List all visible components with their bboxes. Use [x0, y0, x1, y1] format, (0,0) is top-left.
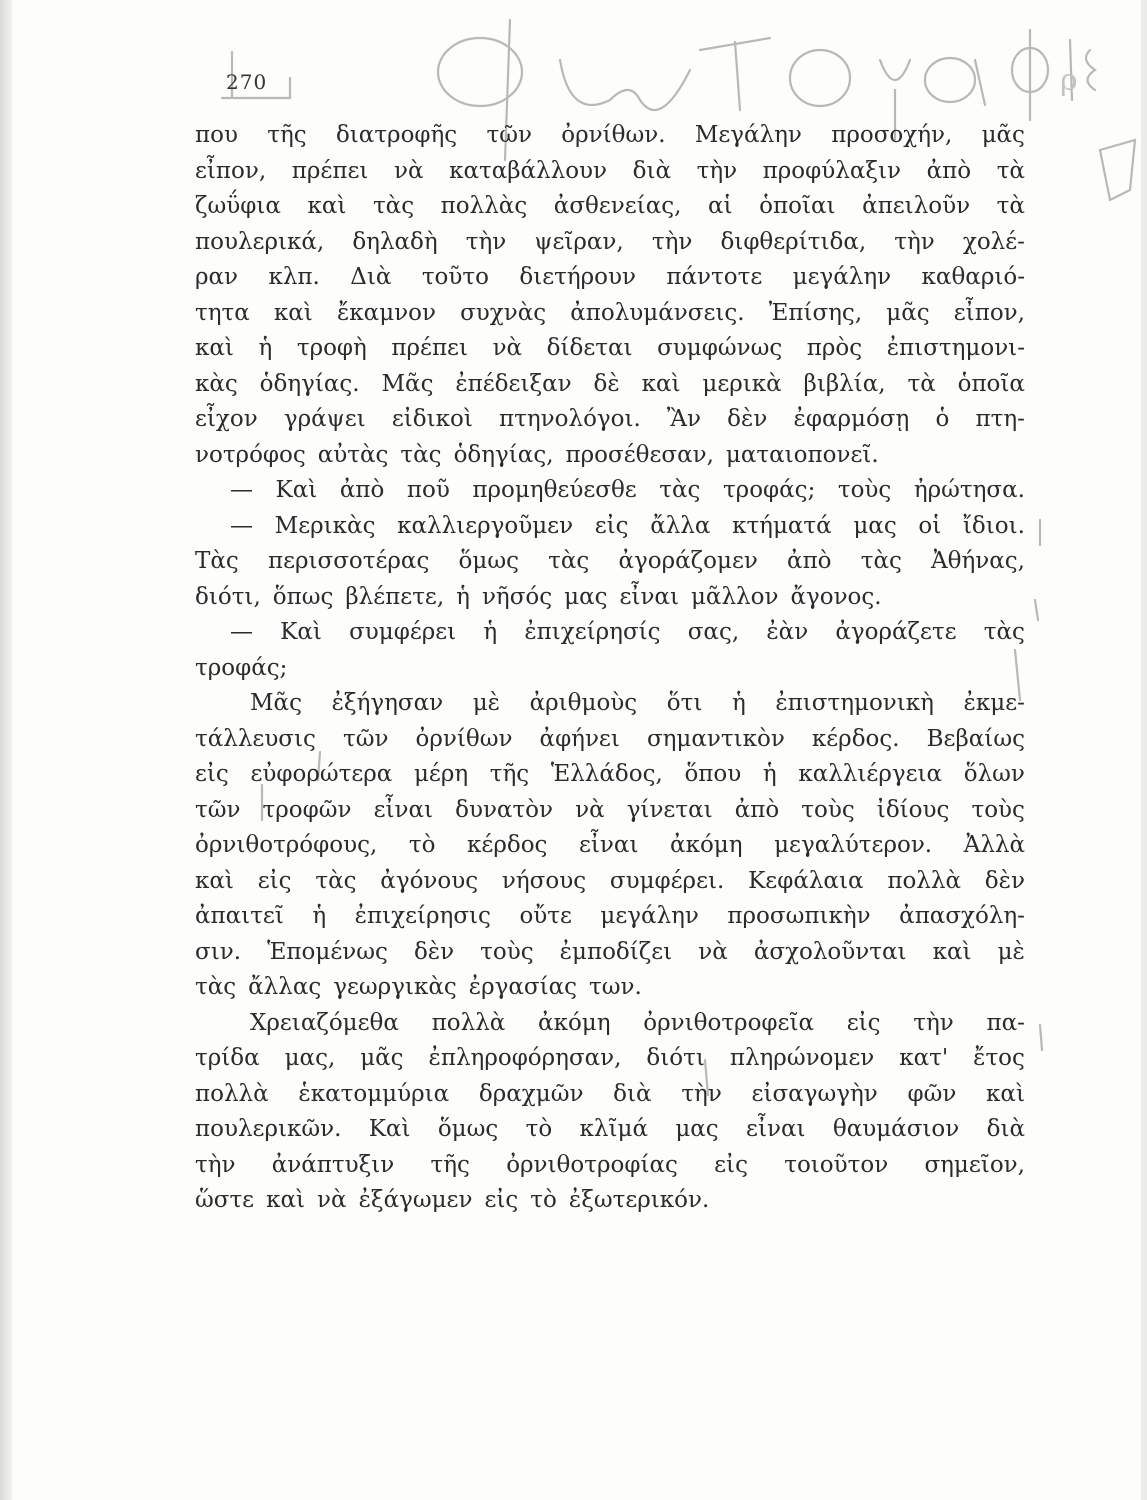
text-line: τητα καὶ ἔκαμνον συχνὰς ἀπολυμάνσεις. Ἐπίσης, μᾶς εἶπον,: [195, 299, 1025, 326]
text-line: — Μερικὰς καλλιεργοῦμεν εἰς ἄλλα κτήματά μας οἱ ἴδιοι.: [230, 512, 1025, 539]
text-line: εἶχον γράψει εἰδικοὶ πτηνολόγοι. Ἂν δὲν ἐφαρμόσῃ ὁ πτη-: [195, 406, 1025, 432]
text-line: ραν κλπ. Διὰ τοῦτο διετήρουν πάντοτε μεγάλην καθαριό-: [195, 264, 1025, 290]
page-number: 270: [226, 70, 268, 94]
text-line: ἀπαιτεῖ ἡ ἐπιχείρησις οὔτε μεγάλην προσωπικὴν ἀπασχόλη-: [195, 903, 1025, 929]
body-text: [195, 118, 1025, 1219]
text-line: εἶπον, πρέπει νὰ καταβάλλουν διὰ τὴν προφύλαξιν ἀπὸ τὰ: [195, 157, 1025, 184]
text-line: — Καὶ συμφέρει ἡ ἐπιχείρησίς σας, ἐὰν ἀγοράζετε τὰς: [230, 619, 1025, 645]
text-line: τρίδα μας, μᾶς ἐπληροφόρησαν, διότι πληρώνομεν κατ' ἔτος: [195, 1045, 1025, 1071]
text-line: διότι, ὅπως βλέπετε, ἡ νῆσός μας εἶναι μᾶλλον ἄγονος.: [195, 583, 882, 610]
text-line: Τὰς περισσοτέρας ὅμως τὰς ἀγοράζομεν ἀπὸ τὰς Ἀθήνας,: [195, 548, 1025, 574]
text-line: τροφάς;: [195, 654, 288, 681]
text-line: κὰς ὁδηγίας. Μᾶς ἐπέδειξαν δὲ καὶ μερικὰ βιβλία, τὰ ὁποῖα: [195, 370, 1025, 397]
text-line: που τῆς διατροφῆς τῶν ὀρνίθων. Μεγάλην προσοχήν, μᾶς: [195, 122, 1025, 148]
text-line: τάλλευσις τῶν ὀρνίθων ἀφήνει σημαντικὸν κέρδος. Βεβαίως: [195, 725, 1025, 752]
text-line: πουλερικῶν. Καὶ ὅμως τὸ κλῖμά μας εἶναι θαυμάσιον διὰ: [195, 1116, 1025, 1142]
text-line: τῶν τροφῶν εἶναι δυνατὸν νὰ γίνεται ἀπὸ τοὺς ἰδίους τοὺς: [195, 796, 1025, 823]
text-line: καὶ εἰς τὰς ἀγόνους νήσους συμφέρει. Κεφάλαια πολλὰ δὲν: [195, 867, 1025, 894]
text-line: εἰς εὐφορώτερα μέρη τῆς Ἑλλάδος, ὅπου ἡ καλλιέργεια ὅλων: [195, 761, 1025, 787]
text-line: — Καὶ ἀπὸ ποῦ προμηθεύεσθε τὰς τροφάς; τοὺς ἠρώτησα.: [230, 477, 1025, 503]
text-line: νοτρόφος αὐτὰς τὰς ὁδηγίας, προσέθεσαν, ματαιοπονεῖ.: [195, 441, 879, 468]
text-line: Χρειαζόμεθα πολλὰ ἀκόμη ὀρνιθοτροφεῖα εἰς τὴν πα-: [250, 1009, 1025, 1036]
pencil-annotation-tail: ρ: [1060, 63, 1078, 98]
text-line: πουλερικά, δηλαδὴ τὴν ψεῖραν, τὴν διφθερίτιδα, τὴν χολέ-: [195, 228, 1025, 255]
text-line: ζωΰφια καὶ τὰς πολλὰς ἀσθενείας, αἱ ὁποῖαι ἀπειλοῦν τὰ: [195, 193, 1025, 219]
binding-shadow: [0, 0, 12, 1500]
text-line: καὶ ἡ τροφὴ πρέπει νὰ δίδεται συμφώνως πρὸς ἐπιστημονι-: [195, 335, 1025, 361]
page-edge: [1141, 0, 1147, 1500]
text-line: τὰς ἄλλας γεωργικὰς ἐργασίας των.: [195, 974, 642, 1000]
text-line: Μᾶς ἐξήγησαν μὲ ἀριθμοὺς ὅτι ἡ ἐπιστημονικὴ ἐκμε-: [250, 690, 1025, 716]
text-line: σιν. Ἑπομένως δὲν τοὺς ἐμποδίζει νὰ ἀσχολοῦνται καὶ μὲ: [195, 938, 1025, 965]
text-line: πολλὰ ἑκατομμύρια δραχμῶν διὰ τὴν εἰσαγωγὴν φῶν καὶ: [195, 1080, 1025, 1107]
text-line: ὥστε καὶ νὰ ἐξάγωμεν εἰς τὸ ἐξωτερικόν.: [195, 1187, 710, 1213]
text-line: ὀρνιθοτρόφους, τὸ κέρδος εἶναι ἀκόμη μεγαλύτερον. Ἀλλὰ: [195, 832, 1025, 858]
text-line: τὴν ἀνάπτυξιν τῆς ὀρνιθοτροφίας εἰς τοιοῦτον σημεῖον,: [195, 1151, 1025, 1178]
